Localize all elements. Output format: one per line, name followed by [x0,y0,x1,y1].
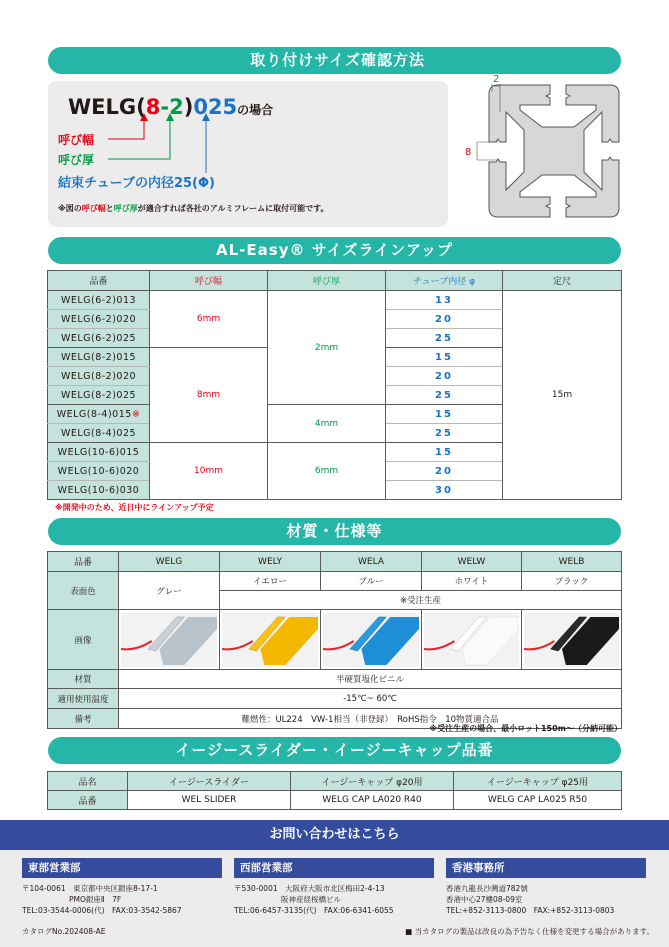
lineup-footnote: ※開発中のため、近日中にラインアップ予定 [55,503,214,512]
length-cell: 15m [503,291,622,500]
table-row [48,291,622,310]
disclaimer: ■ 当カタログの製品は改良の為予告なく仕様を変更する場合があります。 [405,927,654,936]
note-thickness: 呼び厚 [113,204,138,213]
part-number: WELG(6-2)013 [48,291,150,310]
label-tube: 結束チューブの内径25(Φ) [58,176,215,191]
suffix: の場合 [237,103,274,117]
office-building: PMO銀座Ⅱ 7F [69,895,122,904]
table-row [48,791,622,810]
thickness-cell: 6mm [268,443,386,500]
contact-footer [0,850,669,947]
col-header-thickness: 呼び厚 [268,271,386,291]
how-to-note [58,203,329,214]
number-slider: WEL SLIDER [128,791,291,810]
tube-diameter: 15 [386,405,503,424]
label-thickness: 呼び厚 [58,153,95,167]
model-example [68,95,273,119]
product-image-black [522,610,622,670]
catalog-number: カタログNo.202408-AE [22,927,106,936]
row-label-image: 画像 [48,610,119,670]
product-image-blue [321,610,422,670]
office-phone: TEL:+852-3113-0800 FAX:+852-3113-0803 [446,906,615,915]
width-cell: 8mm [150,348,268,443]
table-header-row [48,772,622,791]
office-address: 〒530-0001 大阪府大阪市北区梅田2-4-13 [234,884,385,893]
office-building: 香港中心27樓08-09室 [446,895,523,904]
thickness-cell: 2mm [268,291,386,405]
table-row [48,689,622,709]
part-number [48,405,150,424]
office-hongkong [446,858,646,916]
color-black: ブラック [522,572,622,591]
note-width: 呼び幅 [81,204,106,213]
model-welw: WELW [422,552,522,572]
product-image-icon [424,613,519,667]
office-address: 〒104-0061 東京都中央区銀座8-17-1 [22,884,158,893]
color-gray: グレー [119,572,220,610]
parts-table [47,771,622,810]
table-row [48,670,622,689]
col-header-length: 定尺 [503,271,622,291]
product-image-icon [524,613,619,667]
part-number: WELG(6-2)025 [48,329,150,348]
tube-diameter: 25 [386,386,503,405]
contact-title: お問い合わせはこちら [0,820,669,850]
row-label-remarks: 備考 [48,709,119,729]
color-blue: ブルー [321,572,422,591]
width-value: 8 [145,95,161,119]
table-header-row [48,552,622,572]
tube-diameter: 25 [386,329,503,348]
part-number-text: WELG(8-4)015 [56,408,132,420]
name-slider: イージースライダー [128,772,291,791]
tube-diameter: 30 [386,481,503,500]
lineup-table [47,270,622,500]
tube-diameter: 25 [386,424,503,443]
office-east [22,858,222,916]
temperature-value: -15℃~ 60℃ [119,689,622,709]
thickness-cell: 4mm [268,405,386,443]
product-image-icon [222,613,318,667]
dash: - [160,95,170,119]
note-text: が適合すれば各社のアルミフレームに取付可能です。 [137,204,329,213]
model-wely: WELY [220,552,321,572]
office-name: 東部営業部 [22,858,222,878]
row-label-temperature: 適用使用温度 [48,689,119,709]
office-building: 阪神産経桜橋ビル [281,895,341,904]
office-phone: TEL:03-3544-0006(代) FAX:03-3542-5867 [22,906,182,915]
paren: ) [183,95,194,119]
product-image-icon [121,613,217,667]
width-cell: 10mm [150,443,268,500]
row-label-number: 品番 [48,791,128,810]
name-cap-25: イージーキャップ φ25用 [454,772,622,791]
part-number: WELG(10-6)015 [48,443,150,462]
name-cap-20: イージーキャップ φ20用 [291,772,454,791]
number-cap-25: WELG CAP LA025 R50 [454,791,622,810]
tube-diameter: 20 [386,462,503,481]
col-header-part: 品番 [48,271,150,291]
row-label-name: 品名 [48,772,128,791]
part-number: WELG(10-6)020 [48,462,150,481]
product-image-yellow [220,610,321,670]
part-number: WELG(6-2)020 [48,310,150,329]
model-welg: WELG [119,552,220,572]
product-image-white [422,610,522,670]
thickness-value: 2 [169,95,184,119]
tube-value: 025 [193,95,238,119]
office-phone: TEL:06-6457-3135(代) FAX:06-6341-6055 [234,906,394,915]
color-white: ホワイト [422,572,522,591]
label-width: 呼び幅 [58,133,95,147]
table-header-row [48,271,622,291]
made-to-order-note: ※受注生産 [220,591,622,610]
section-title-spec: 材質・仕様等 [48,518,621,545]
row-label-part: 品番 [48,552,119,572]
material-value: 半硬質塩化ビニル [119,670,622,689]
tube-diameter: 15 [386,348,503,367]
remarks-value: 難燃性：UL224 VW-1相当（非登録） RoHS指令 10物質適合品 [119,709,622,729]
office-name: 香港事務所 [446,858,646,878]
how-to-panel [48,81,448,227]
part-number: WELG(8-4)025 [48,424,150,443]
section-title-parts: イージースライダー・イージーキャップ品番 [48,737,621,764]
note-text: と [105,204,114,213]
section-title-how-to: 取り付けサイズ確認方法 [48,47,621,74]
section-title-lineup: AL-Easy® サイズラインアップ [48,237,621,264]
tube-diameter: 15 [386,443,503,462]
col-header-width: 呼び幅 [150,271,268,291]
tube-diameter: 13 [386,291,503,310]
office-name: 西部営業部 [234,858,434,878]
part-number: WELG(10-6)030 [48,481,150,500]
paren: ( [136,95,146,119]
model-prefix: WELG [68,95,137,119]
product-image-gray [119,610,220,670]
minimum-lot-note: ※受注生産の場合、最小ロット150m〜（分納可能） [429,724,622,733]
col-header-tube: チューブ内径 φ [386,271,503,291]
dim-thickness: 2 [493,74,500,85]
part-number: WELG(8-2)020 [48,367,150,386]
spec-table [47,551,622,729]
tube-diameter: 20 [386,367,503,386]
row-label-material: 材質 [48,670,119,689]
aluminum-frame-profile-diagram [462,72,632,232]
product-image-icon [323,613,419,667]
row-label-surface: 表面色 [48,572,119,610]
part-number: WELG(8-2)015 [48,348,150,367]
model-wela: WELA [321,552,422,572]
development-mark: ※ [131,408,141,420]
part-number: WELG(8-2)025 [48,386,150,405]
color-yellow: イエロー [220,572,321,591]
number-cap-20: WELG CAP LA020 R40 [291,791,454,810]
width-cell: 6mm [150,291,268,348]
office-west [234,858,434,916]
model-welb: WELB [522,552,622,572]
tube-diameter: 20 [386,310,503,329]
dim-width: 8 [465,147,472,158]
note-text: ※図の [58,204,82,213]
table-row [48,572,622,591]
office-address: 香港九龍長沙灣道782號 [446,884,528,893]
table-row [48,610,622,670]
